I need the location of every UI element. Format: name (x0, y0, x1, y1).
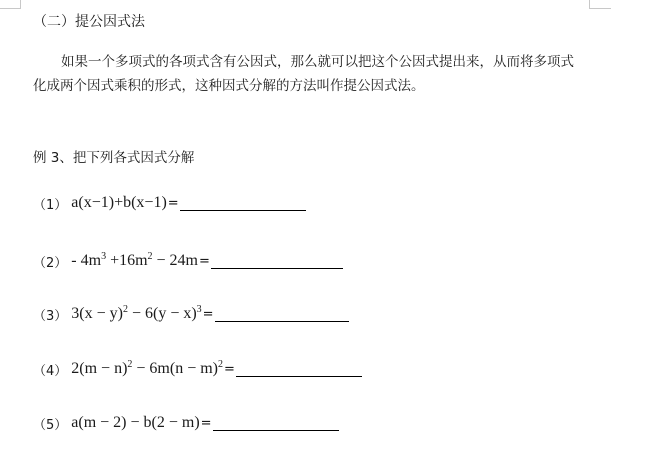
problem-number: （5） (33, 417, 68, 433)
page-corner-mark-left (0, 0, 21, 9)
problem-number: （4） (33, 363, 68, 379)
problem-expression (71, 252, 198, 270)
exponent: 3 (101, 251, 107, 262)
expression-term: +16m (106, 252, 148, 269)
problem-5 (33, 410, 339, 436)
problem-expression: a(m − 2) − b(2 − m) (71, 414, 200, 431)
intro-paragraph (33, 50, 593, 98)
problem-expression (71, 360, 223, 378)
equals-sign: = (224, 361, 235, 377)
problem-number: （3） (33, 308, 68, 324)
problem-1 (33, 190, 306, 216)
answer-blank[interactable] (236, 362, 362, 377)
expression-term: 2(m − n) (71, 360, 128, 377)
problem-3 (33, 301, 349, 327)
problem-2 (33, 248, 343, 274)
page-corner-mark-right (589, 0, 611, 9)
example-title: 例 3、把下列各式因式分解 (33, 150, 195, 166)
exponent: 2 (127, 359, 133, 370)
expression-term: − 6(y − x) (127, 305, 197, 322)
exponent: 2 (147, 251, 153, 262)
problem-expression: a(x−1)+b(x−1) (71, 194, 167, 211)
intro-line-1: 如果一个多项式的各项式含有公因式，那么就可以把这个公因式提出来，从而将多项式 (61, 54, 574, 70)
answer-blank[interactable] (180, 196, 306, 211)
problem-number: （2） (33, 255, 68, 271)
equals-sign: = (167, 195, 179, 211)
answer-blank[interactable] (211, 254, 343, 269)
answer-blank[interactable] (215, 307, 349, 322)
equals-sign: = (202, 306, 214, 322)
problem-number: （1） (33, 197, 68, 213)
section-heading: （二）提公因式法 (33, 14, 145, 30)
intro-line-2: 化成两个因式乘积的形式，这种因式分解的方法叫作提公因式法。 (33, 78, 425, 94)
expression-term: − 24m (152, 252, 198, 269)
problem-expression (71, 305, 201, 323)
equals-sign: = (199, 253, 210, 269)
equals-sign: = (200, 415, 212, 431)
exponent: 3 (196, 304, 202, 315)
expression-term: − 6m(n − m) (132, 360, 218, 377)
expression-term: 3(x − y) (71, 305, 123, 322)
exponent: 2 (122, 304, 128, 315)
exponent: 2 (218, 359, 223, 370)
answer-blank[interactable] (213, 416, 339, 431)
expression-term: - 4m (71, 252, 102, 269)
problem-4 (33, 356, 362, 382)
